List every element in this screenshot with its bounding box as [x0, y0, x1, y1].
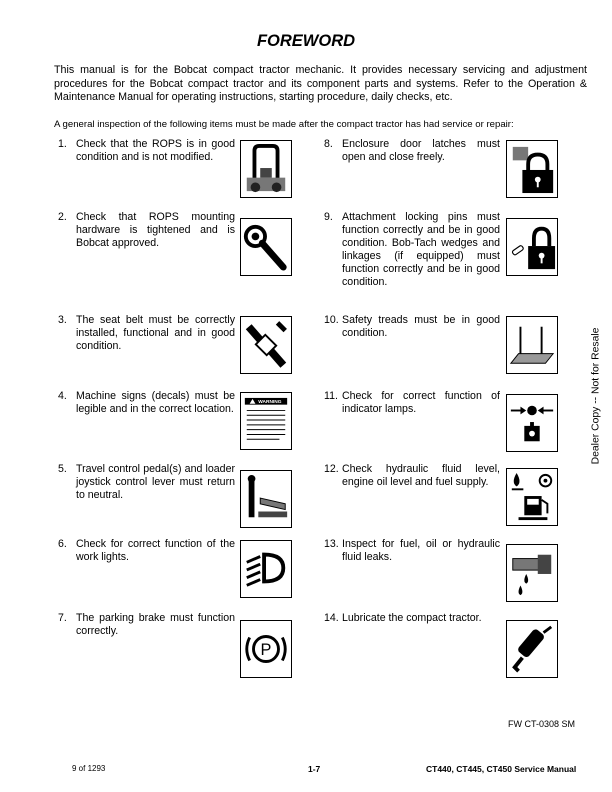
item-number: 5. — [58, 463, 67, 475]
item-number: 7. — [58, 612, 67, 624]
grease-gun-icon — [506, 620, 558, 678]
item-text: The seat belt must be correctly installed, functional and in good condition. — [76, 314, 235, 352]
inspection-lead-text: A general inspection of the following items must be made after the compact tractor has had service or repair: — [54, 119, 514, 130]
item-text: Check that ROPS mounting hardware is tightened and is Bobcat approved. — [76, 211, 235, 249]
item-text: Inspect for fuel, oil or hydraulic fluid leaks. — [342, 538, 500, 563]
item-text: Check that the ROPS is in good condition and is not modified. — [76, 138, 235, 163]
footer-page-number: 1-7 — [308, 764, 321, 774]
item-number: 1. — [58, 138, 67, 150]
item-text: Safety treads must be in good condition. — [342, 314, 500, 339]
page-title: FOREWORD — [256, 32, 356, 50]
fluid-level-icon — [506, 468, 558, 526]
item-number: 12. — [324, 463, 339, 475]
warning-decal-icon — [240, 392, 292, 450]
item-number: 11. — [324, 390, 338, 402]
item-text: Check hydraulic fluid level, engine oil level and fuel supply. — [342, 463, 500, 488]
item-text: Lubricate the compact tractor. — [342, 612, 482, 624]
work-light-icon — [240, 540, 292, 598]
side-watermark-text: Dealer Copy -- Not for Resale — [590, 327, 602, 465]
rops-icon — [240, 140, 292, 198]
item-number: 14. — [324, 612, 339, 624]
item-text: Enclosure door latches must open and close freely. — [342, 138, 500, 163]
indicator-lamp-icon — [506, 394, 558, 452]
fluid-leak-icon — [506, 544, 558, 602]
item-number: 3. — [58, 314, 67, 326]
item-text: Attachment locking pins must function correctly and be in good condition. Bob-Tach wedges and linkages (if equipped) must function correctly and be in good condition. — [342, 211, 500, 288]
travel-pedal-icon — [240, 470, 292, 528]
document-code: FW CT-0308 SM — [508, 719, 576, 729]
parking-brake-glyph: P — [260, 640, 272, 659]
item-number: 4. — [58, 390, 67, 402]
item-number: 6. — [58, 538, 67, 550]
item-text: Check for correct function of indicator lamps. — [342, 390, 500, 415]
padlock-pin-icon — [506, 218, 558, 276]
item-number: 13. — [324, 538, 339, 550]
footer-page-count: 9 of 1293 — [72, 764, 106, 773]
item-number: 9. — [324, 211, 333, 223]
door-latch-lock-icon — [506, 140, 558, 198]
item-text: Check for correct function of the work lights. — [76, 538, 235, 563]
item-number: 2. — [58, 211, 67, 223]
item-number: 8. — [324, 138, 333, 150]
intro-paragraph: This manual is for the Bobcat compact tractor mechanic. It provides necessary servicing and adjustment procedures for the Bobcat compact tractor and its component parts and systems. Refer to the Operation & Maintenance Manual for operating instructions, starting procedure, daily checks, etc. — [54, 64, 587, 103]
item-text: Machine signs (decals) must be legible and in the correct location. — [76, 390, 235, 415]
item-number: 10. — [324, 314, 339, 326]
item-text: Travel control pedal(s) and loader joystick control lever must return to neutral. — [76, 463, 235, 501]
parking-brake-icon — [240, 620, 292, 678]
wrench-icon — [240, 218, 292, 276]
item-text: The parking brake must function correctly. — [76, 612, 235, 637]
seat-belt-icon — [240, 316, 292, 374]
safety-tread-icon — [506, 316, 558, 374]
footer-manual-title: CT440, CT445, CT450 Service Manual — [426, 764, 577, 774]
decal-label: WARNING — [258, 400, 282, 406]
